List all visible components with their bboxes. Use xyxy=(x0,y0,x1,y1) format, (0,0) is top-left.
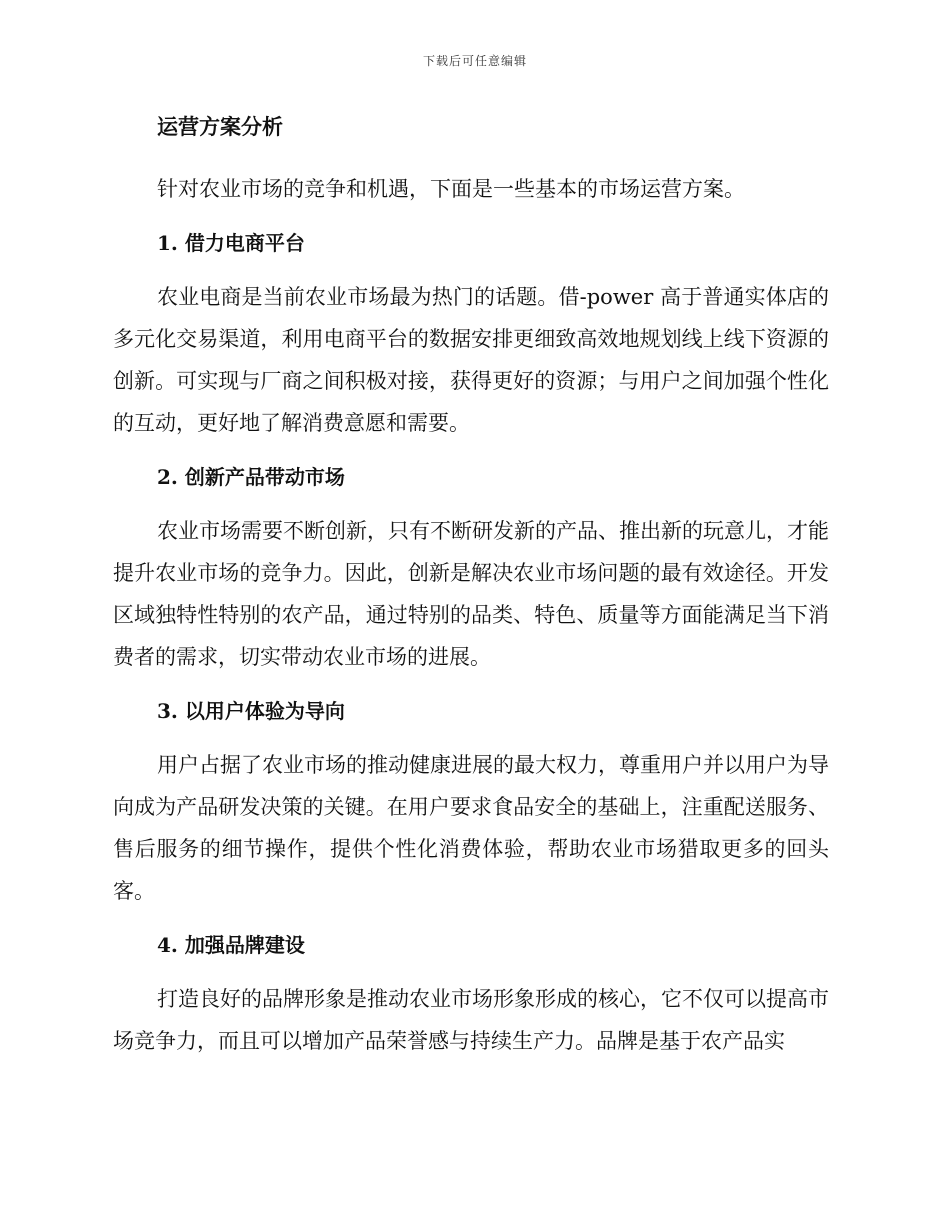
intro-paragraph: 针对农业市场的竞争和机遇，下面是一些基本的市场运营方案。 xyxy=(157,177,745,201)
section-heading-3: 3. 以用户体验为导向 xyxy=(157,699,345,723)
section-heading-1: 1. 借力电商平台 xyxy=(157,231,305,255)
section-body-2: 农业市场需要不断创新，只有不断研发新的产品、推出新的玩意儿，才能提升农业市场的竞争力。因此，创新是解决农业市场问题的最有效途径。开发区域独特性特别的农产品，通过特别的品类、特色、质量等方面能满足当下消费者的需求，切实带动农业市场的进展。 xyxy=(113,519,829,669)
section-body-4: 打造良好的品牌形象是推动农业市场形象形成的核心，它不仅可以提高市场竞争力，而且可以增加产品荣誉感与持续生产力。品牌是基于农产品实 xyxy=(113,987,829,1053)
section-body-3: 用户占据了农业市场的推动健康进展的最大权力，尊重用户并以用户为导向成为产品研发决策的关键。在用户要求食品安全的基础上，注重配送服务、售后服务的细节操作，提供个性化消费体验，帮助农业市场猎取更多的回头客。 xyxy=(113,753,829,903)
section-body-1: 农业电商是当前农业市场最为热门的话题。借-power 高于普通实体店的多元化交易渠道，利用电商平台的数据安排更细致高效地规划线上线下资源的创新。可实现与厂商之间积极对接，获得更好的资源；与用户之间加强个性化的互动，更好地了解消费意愿和需要。 xyxy=(113,285,829,435)
document-content xyxy=(113,106,829,1074)
document-title: 运营方案分析 xyxy=(157,114,283,139)
header-note: 下载后可任意编辑 xyxy=(422,54,527,68)
section-heading-2: 2. 创新产品带动市场 xyxy=(157,465,345,489)
section-heading-4: 4. 加强品牌建设 xyxy=(157,933,305,957)
